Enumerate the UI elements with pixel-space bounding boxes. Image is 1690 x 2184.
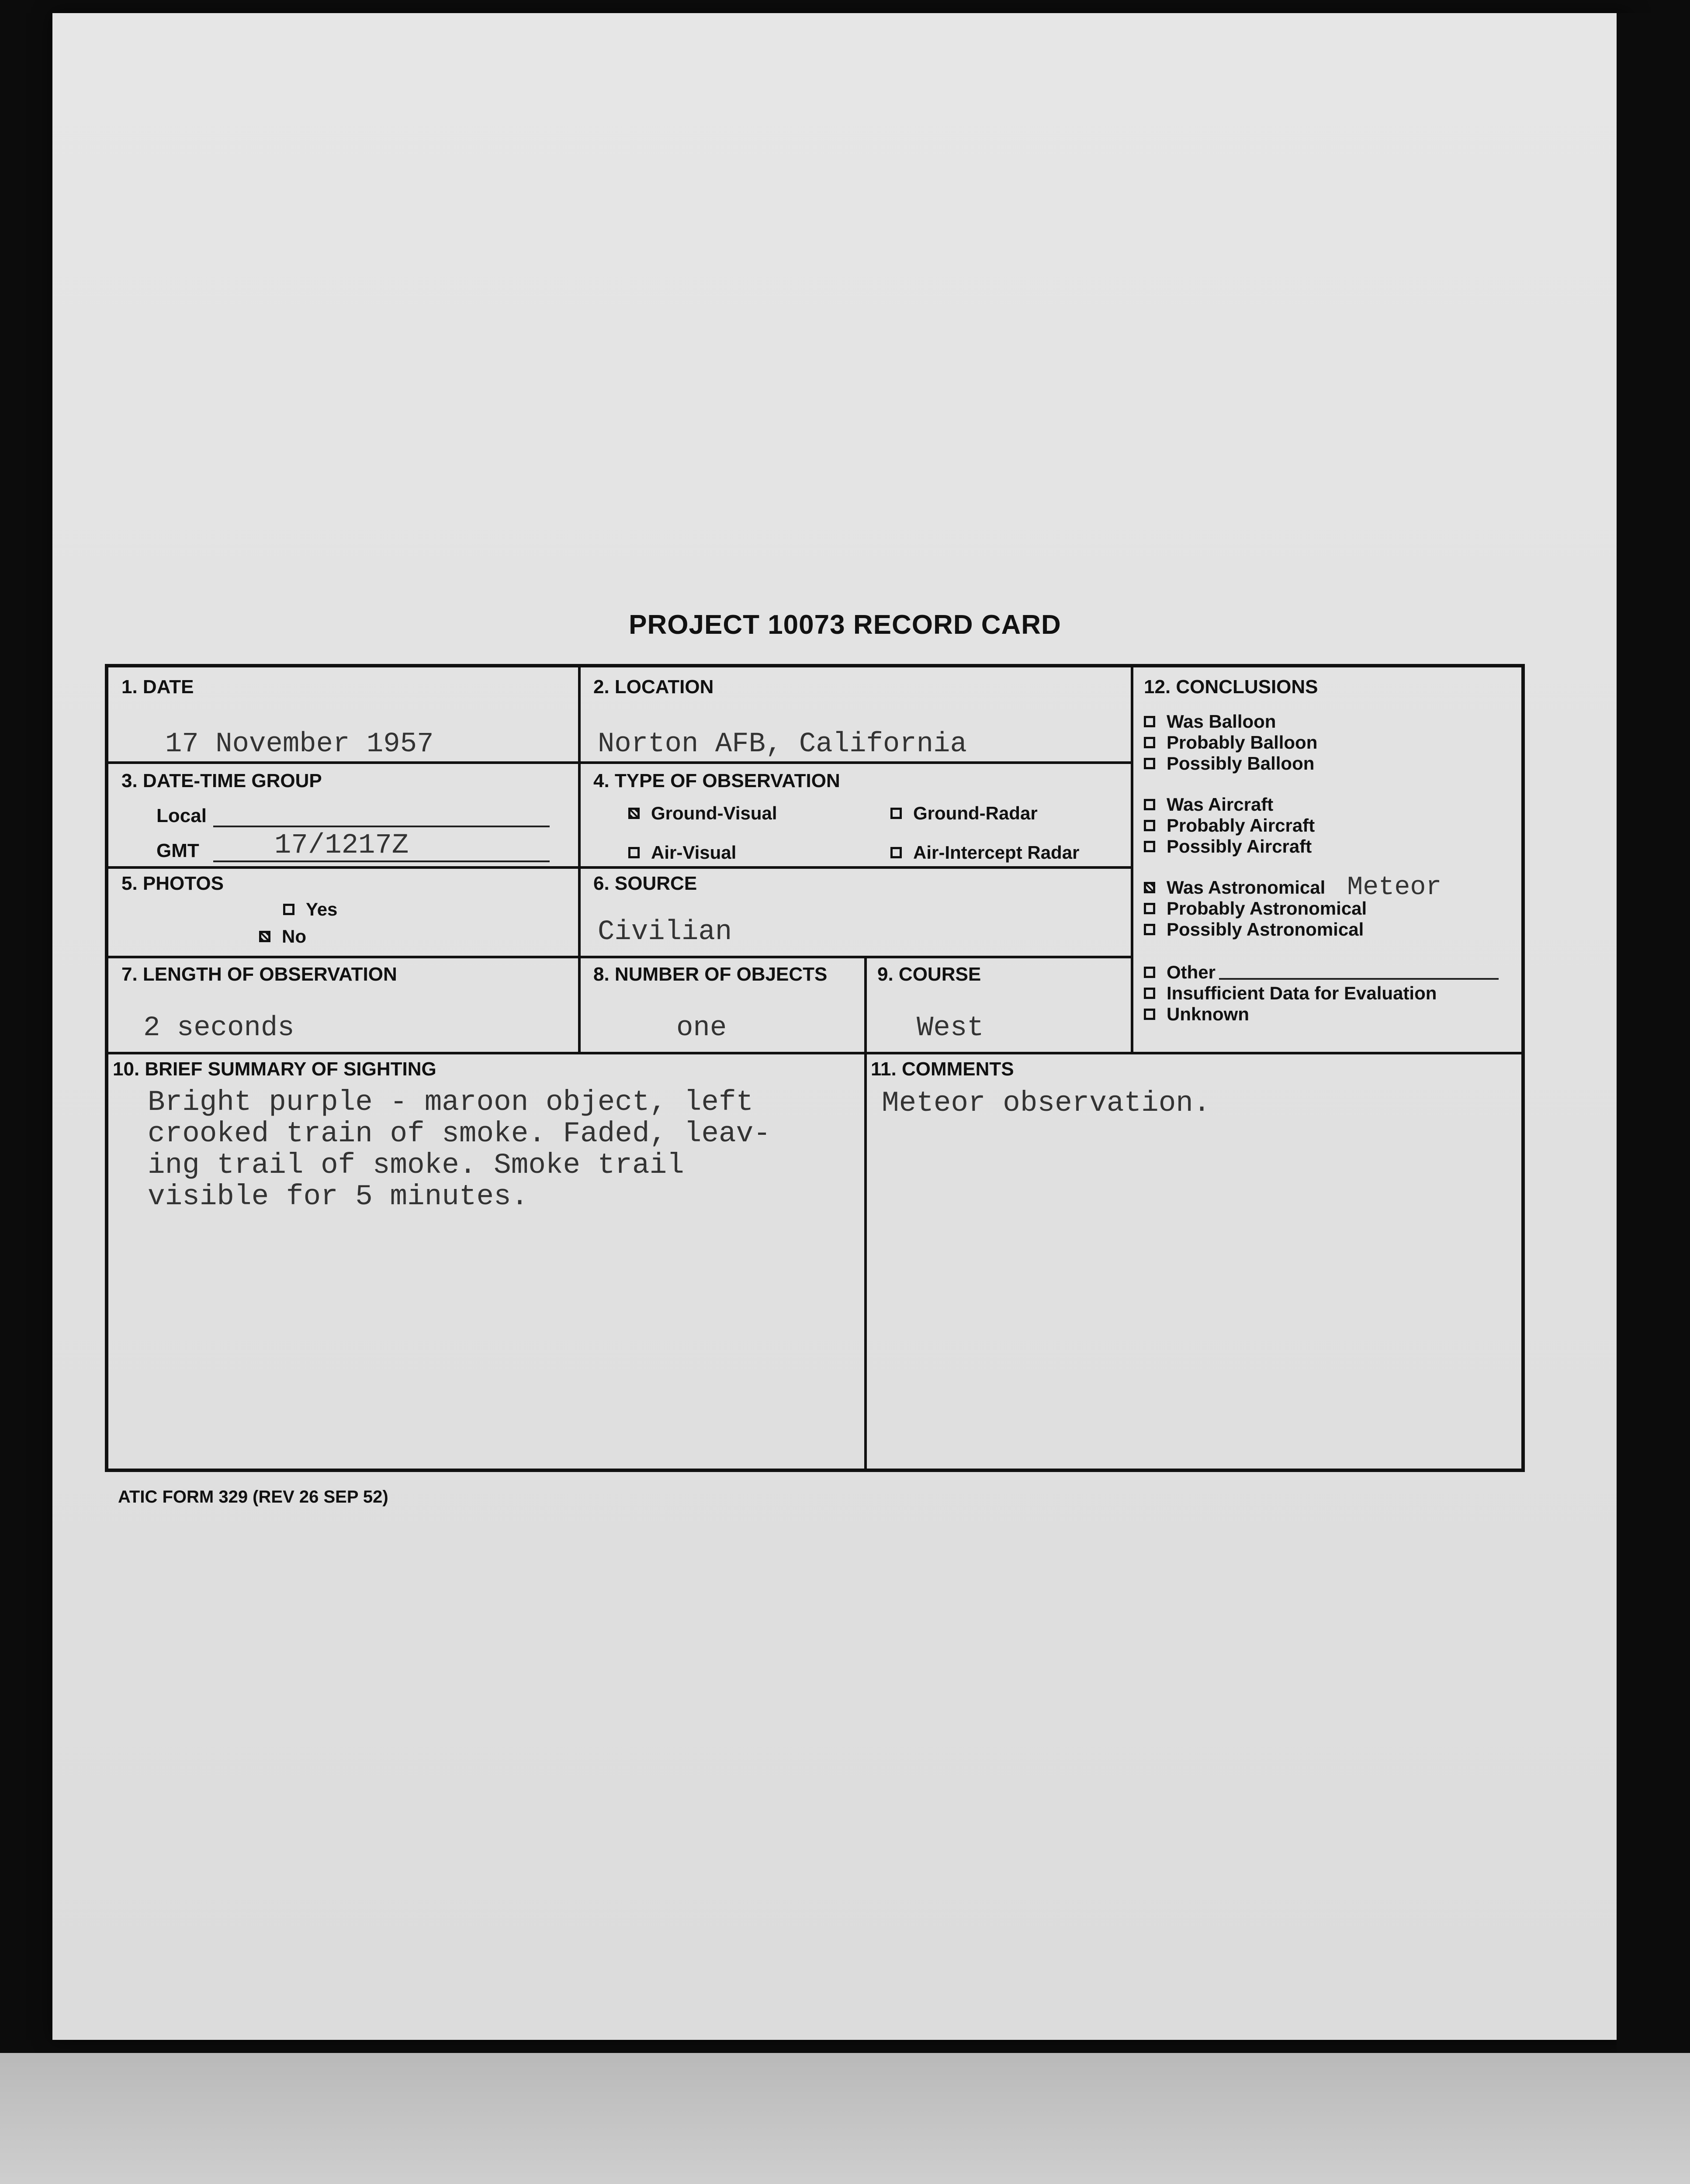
option-label: Air-Intercept Radar bbox=[913, 842, 1080, 863]
unknown-option[interactable] bbox=[1144, 1004, 1249, 1025]
divider bbox=[108, 761, 1131, 764]
probably-aircraft-option[interactable] bbox=[1144, 815, 1315, 836]
comments-label: 11. COMMENTS bbox=[871, 1058, 1014, 1080]
possibly-aircraft-option[interactable] bbox=[1144, 836, 1312, 857]
air-intercept-radar-option[interactable] bbox=[890, 842, 1079, 863]
divider bbox=[1131, 667, 1133, 1052]
summary-text: Bright purple - maroon object, left crooked train of smoke. Faded, leav- ing trail of smoke. Smoke trail visible for 5 minutes. bbox=[148, 1086, 771, 1213]
option-label: Yes bbox=[306, 899, 338, 919]
date-label: 1. DATE bbox=[121, 676, 194, 698]
form-identifier: ATIC FORM 329 (REV 26 SEP 52) bbox=[118, 1487, 388, 1507]
possibly-astronomical-checkbox[interactable] bbox=[1144, 924, 1155, 935]
conclusion-label: Was Balloon bbox=[1167, 711, 1276, 732]
scan-edge-right bbox=[1617, 13, 1690, 2053]
probably-balloon-checkbox[interactable] bbox=[1144, 737, 1155, 748]
length-of-observation-value: 2 seconds bbox=[143, 1013, 294, 1044]
conclusion-label: Was Astronomical bbox=[1167, 877, 1326, 898]
scan-background-strip bbox=[0, 2053, 1690, 2184]
course-label: 9. COURSE bbox=[877, 964, 981, 985]
location-label: 2. LOCATION bbox=[593, 676, 714, 698]
conclusion-label: Possibly Balloon bbox=[1167, 753, 1315, 774]
ground-visual-checkbox[interactable] bbox=[628, 808, 640, 819]
was-balloon-checkbox[interactable] bbox=[1144, 716, 1155, 727]
divider bbox=[108, 956, 1131, 958]
air-visual-checkbox[interactable] bbox=[628, 847, 640, 858]
photos-label: 5. PHOTOS bbox=[121, 873, 224, 894]
was-astronomical-checkbox[interactable] bbox=[1144, 882, 1155, 893]
course-value: West bbox=[917, 1013, 984, 1044]
astronomical-note: Meteor bbox=[1347, 873, 1442, 902]
location-value: Norton AFB, California bbox=[598, 729, 967, 760]
insufficient-data-checkbox[interactable] bbox=[1144, 988, 1155, 999]
divider bbox=[578, 667, 581, 1052]
option-label: Air-Visual bbox=[651, 842, 737, 863]
ground-visual-option[interactable] bbox=[628, 803, 777, 824]
source-label: 6. SOURCE bbox=[593, 873, 697, 894]
photos-no-option[interactable] bbox=[259, 926, 306, 947]
divider bbox=[108, 1052, 1521, 1054]
date-value: 17 November 1957 bbox=[165, 729, 434, 760]
probably-astronomical-option[interactable] bbox=[1144, 898, 1367, 919]
card-title: PROJECT 10073 RECORD CARD bbox=[629, 610, 1061, 640]
option-label: No bbox=[282, 926, 306, 947]
conclusion-label: Other bbox=[1167, 962, 1216, 982]
photos-no-checkbox[interactable] bbox=[259, 931, 270, 942]
ground-radar-option[interactable] bbox=[890, 803, 1038, 824]
probably-astronomical-checkbox[interactable] bbox=[1144, 903, 1155, 914]
ground-radar-checkbox[interactable] bbox=[890, 808, 902, 819]
source-value: Civilian bbox=[598, 916, 732, 948]
possibly-aircraft-checkbox[interactable] bbox=[1144, 841, 1155, 852]
length-of-observation-label: 7. LENGTH OF OBSERVATION bbox=[121, 964, 397, 985]
unknown-checkbox[interactable] bbox=[1144, 1009, 1155, 1020]
possibly-balloon-checkbox[interactable] bbox=[1144, 758, 1155, 769]
conclusion-label: Possibly Aircraft bbox=[1167, 836, 1312, 857]
photos-yes-option[interactable] bbox=[283, 899, 337, 920]
summary-label: 10. BRIEF SUMMARY OF SIGHTING bbox=[113, 1058, 436, 1080]
possibly-balloon-option[interactable] bbox=[1144, 753, 1314, 774]
conclusion-label: Insufficient Data for Evaluation bbox=[1167, 983, 1437, 1003]
comments-text: Meteor observation. bbox=[882, 1087, 1211, 1120]
gmt-label: GMT bbox=[156, 840, 199, 861]
record-card bbox=[105, 664, 1525, 1472]
gmt-value: 17/1217Z bbox=[274, 830, 409, 861]
divider bbox=[864, 956, 867, 1052]
air-visual-option[interactable] bbox=[628, 842, 736, 863]
air-intercept-radar-checkbox[interactable] bbox=[890, 847, 902, 858]
was-aircraft-option[interactable] bbox=[1144, 794, 1273, 815]
conclusion-label: Probably Astronomical bbox=[1167, 898, 1367, 919]
was-aircraft-checkbox[interactable] bbox=[1144, 799, 1155, 810]
number-of-objects-label: 8. NUMBER OF OBJECTS bbox=[593, 964, 828, 985]
conclusion-label: Probably Balloon bbox=[1167, 732, 1318, 753]
was-balloon-option[interactable] bbox=[1144, 711, 1276, 732]
other-checkbox[interactable] bbox=[1144, 967, 1155, 978]
type-of-observation-label: 4. TYPE OF OBSERVATION bbox=[593, 770, 840, 791]
possibly-astronomical-option[interactable] bbox=[1144, 919, 1364, 940]
local-label: Local bbox=[156, 805, 207, 826]
conclusion-label: Probably Aircraft bbox=[1167, 815, 1315, 836]
number-of-objects-value: one bbox=[676, 1013, 727, 1044]
option-label: Ground-Radar bbox=[913, 803, 1038, 823]
option-label: Ground-Visual bbox=[651, 803, 777, 823]
insufficient-data-option[interactable] bbox=[1144, 983, 1437, 1004]
other-underline bbox=[1219, 978, 1499, 980]
conclusion-label: Was Aircraft bbox=[1167, 794, 1274, 815]
local-underline bbox=[213, 826, 550, 827]
conclusion-label: Unknown bbox=[1167, 1004, 1249, 1024]
was-astronomical-option[interactable] bbox=[1144, 873, 1442, 902]
conclusions-label: 12. CONCLUSIONS bbox=[1144, 676, 1318, 698]
date-time-group-label: 3. DATE-TIME GROUP bbox=[121, 770, 322, 791]
photos-yes-checkbox[interactable] bbox=[283, 904, 294, 915]
conclusion-label: Possibly Astronomical bbox=[1167, 919, 1364, 940]
divider bbox=[108, 866, 1131, 869]
probably-balloon-option[interactable] bbox=[1144, 732, 1317, 753]
probably-aircraft-checkbox[interactable] bbox=[1144, 820, 1155, 831]
other-option[interactable] bbox=[1144, 962, 1499, 983]
